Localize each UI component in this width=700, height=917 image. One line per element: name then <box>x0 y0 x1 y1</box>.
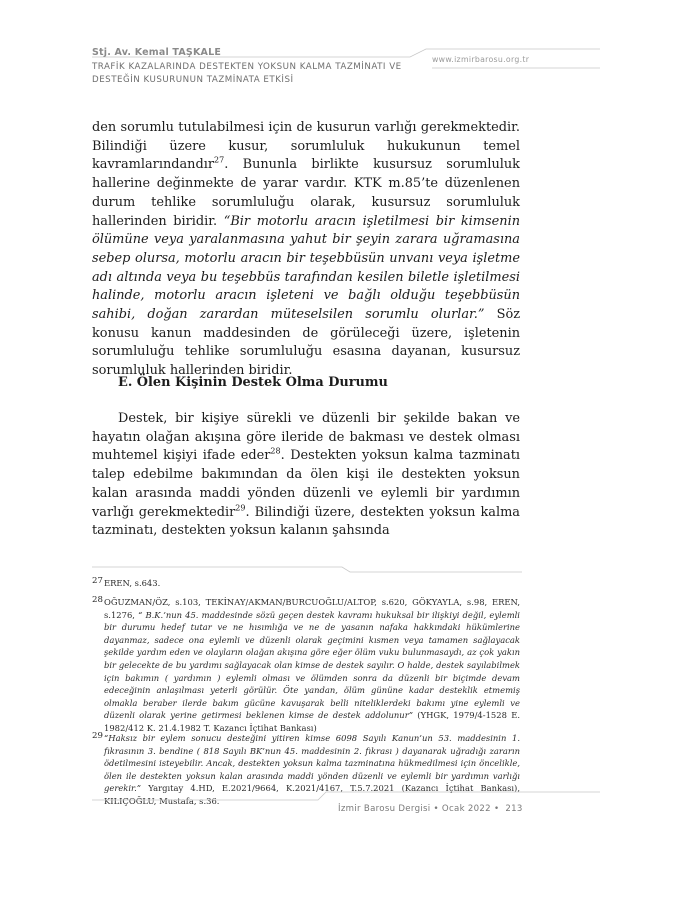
footnote-ref-28: 28 <box>270 447 281 457</box>
body-paragraph-2 <box>92 410 520 541</box>
header-title-line1: TRAFİK KAZALARINDA DESTEKTEN YOKSUN KALMA TAZMİNATI VE <box>92 62 402 72</box>
footnote-text <box>104 732 520 808</box>
footer-journal: İzmir Barosu Dergisi • Ocak 2022 • <box>338 804 500 814</box>
footnote-29 <box>92 732 520 808</box>
header-website: www.izmirbarosu.org.tr <box>432 55 530 64</box>
section-heading: E. Ölen Kişinin Destek Olma Durumu <box>118 375 388 390</box>
page-number: 213 <box>505 804 523 814</box>
footnote-ref-27: 27 <box>214 156 225 166</box>
footnote-number: 29 <box>92 731 103 741</box>
paragraph-text: . Destekten yoksun kalma tazminatı talep edebilme bakımından da ölen kişi ile destekten yoksun kalan arasında maddi yönden düzenli ve eylemli bir yardımın varlığı gerekmektedir <box>92 448 520 520</box>
footnote-source: (YHGK, 1979/4-1528 E. 1982/412 K. 21.4.1982 T. Kazancı İçtihat Bankası) <box>104 710 520 733</box>
footnote-citation: OĞUZMAN/ÖZ, s.103, TEKİNAY/AKMAN/BURCUOĞLU/ALTOP, s.620, GÖKYAYLA, s.98, EREN, s.1276, <box>104 597 520 620</box>
footnote-source: Yargıtay 4.HD, E.2021/9664, K.2021/4167, T.5.7.2021 (Kazancı İçtihat Bankası), KILIÇOĞLU, Mustafa, s.36. <box>104 783 520 806</box>
law-quote: “Bir motorlu aracın işletilmesi bir kimsenin ölümüne veya yaralanmasına yahut bir şeyin zarara uğramasına sebep olursa, motorlu aracın bir teşebbüsün unvanı veya işletme adı altında veya bu teşebbüs tarafından kesilen biletle işletilmesi halinde, motorlu aracın işleteni ve bağlı olduğu teşebbüsün sahibi, doğan zarardan müteselsilen sorumlu olurlar.” <box>92 213 520 323</box>
footnote-27 <box>92 577 520 590</box>
footnote-number: 28 <box>92 595 103 605</box>
footnote-separator <box>92 563 522 573</box>
header-author: Stj. Av. Kemal TAŞKALE <box>92 47 222 58</box>
header-title-line2: DESTEĞİN KUSURUNUN TAZMİNATA ETKİSİ <box>92 74 294 85</box>
paragraph-text: Destek, bir kişiye sürekli ve düzenli bir şekilde bakan ve hayatın olağan akışına göre ileride de bakması ve destek olması muhtemel kişiyi ifade eder <box>92 411 520 464</box>
footnote-text <box>104 596 520 735</box>
paragraph-text: . Bilindiği üzere, destekten yoksun kalma tazminatı, destekten yoksun kalanın şahsında <box>92 504 520 539</box>
footer <box>338 804 523 814</box>
footnote-quote: “ B.K.’nun 45. maddesinde sözü geçen destek kavramı hukuksal bir ilişkiyi değil, eylemli bir durumu hedef tutar ve ne hısımlığa ve ne de yasanın nafaka hakkındaki hükümlerine dayanmaz, sadece ona eylemli ve düzenli olarak geçimini kısmen veya tamamen sağlayacak şekilde yardım eden ve olayların olağan akışına göre eğer ölüm vuku bulunmasaydı, az çok yakın bir gelecekte de bu yardımı sağlayacak olan kimse de destek sayılır. O halde, destek sayılabilmek için bakımın ( yardımın ) eylemli olması ve ölümden sonra da düzenli bir biçimde devam edeceğinin anlaşılması yeterli görülür. Öte yandan, ölüm gününe kadar desteklik etmemiş olmakla beraber ilerde bakım gücüne kavuşarak belli niteliklerdeki bakımı yine eylemli ve düzenli olarak yerine getirmesi beklenen kimse de destek addolunur” <box>104 609 520 721</box>
footnote-quote: “Haksız bir eylem sonucu desteğini yitiren kimse 6098 Sayılı Kanun’un 53. maddesinin 1. fıkrasının 3. bendine ( 818 Sayılı BK’nun 45. maddesinin 2. fıkrası ) dayanarak uğradığı zararın ödetilmesini isteyebilir. Ancak, destekten yoksun kalma tazminatına hükmedilmesi için öncelikle, ölen ile destekten yoksun kalan arasında maddi yönden düzenli ve eylemli bir yardımın varlığı gerekir.” <box>104 733 520 794</box>
footnote-text <box>104 577 520 590</box>
footnote-28 <box>92 596 520 735</box>
paragraph-text: . Bununla birlikte kusursuz sorumluluk hallerine değinmekte de yarar vardır. KTK m.85’te düzenlenen durum tehlike sorumluluğu olarak, kusursuz sorumluluk hallerinden biridir. <box>92 157 520 229</box>
footnote-citation: EREN, s.643. <box>104 578 161 588</box>
footnote-number: 27 <box>92 576 103 586</box>
paragraph-text: Söz konusu kanun maddesinden de görüleceği üzere, işletenin sorumluluğu tehlike sorumluluğu esasına dayanan, kusursuz sorumluluk hallerinden biridir. <box>92 307 520 379</box>
footnote-ref-29: 29 <box>235 503 246 513</box>
paragraph-text: den sorumlu tutulabilmesi için de kusurun varlığı gerekmektedir. Bilindiği üzere kusur, sorumluluk hukukunun temel kavramlarındandır <box>92 120 520 173</box>
body-paragraph-1 <box>92 119 520 381</box>
header-article-title <box>92 61 422 86</box>
